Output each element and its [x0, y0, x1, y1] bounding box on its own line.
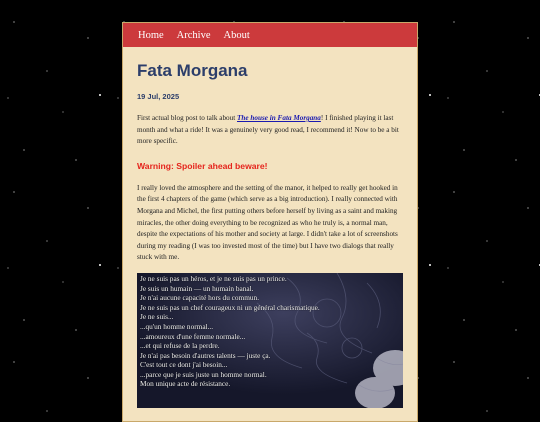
dialog-line: Je ne suis pas un chef courageux ni un général charismatique.	[140, 302, 320, 312]
dialog-line: Je n'ai aucune capacité hors du commun.	[140, 293, 260, 303]
body-paragraph: I really loved the atmosphere and the setting of the manor, it helped to really get hooked in the first 4 chapters of the game (which serve as a big introduction). I really connected with Morgana and Michel, the first putting others before herself by living as a saint and making miracles, the other doing everything to be recognized as who he truly is, a normal man, despite the expectations of his mother and society at large. I didn't take a lot of screenshots during my reading (I was too invested most of the time) but I have two dialogs that really stuck with me.	[137, 183, 398, 262]
dialog-line: ...parce que je suis juste un homme normal.	[140, 369, 267, 379]
intro-paragraph	[137, 113, 403, 148]
nav-about-link[interactable]: About	[223, 29, 250, 41]
dialog-line: Mon unique acte de résistance.	[140, 379, 231, 389]
dialog-line: ...qu'un homme normal...	[140, 321, 214, 331]
nav-archive-link[interactable]: Archive	[176, 29, 211, 41]
dialog-screenshot	[137, 273, 403, 408]
dialog-line: Je suis un humain — un humain banal.	[140, 283, 254, 293]
dialog-line: Je ne suis...	[140, 312, 174, 322]
post-date: 19 Jul, 2025	[137, 92, 180, 101]
dialog-line: ...et qui refuse de la perdre.	[140, 341, 220, 351]
blog-page	[122, 22, 418, 422]
intro-text-before: First actual blog post to talk about	[137, 114, 238, 122]
intro-text-after: ! I finished playing it last month and what a ride! It was a genuinely very good read, I recommend it! Now to be a bit more specific.	[137, 114, 399, 146]
dialog-line: ...amoureux d'une femme normale...	[140, 331, 246, 341]
post-content	[123, 61, 417, 408]
dialog-text	[140, 274, 320, 389]
post-title: Fata Morgana	[137, 61, 248, 80]
dialog-line: C'est tout ce dont j'ai besoin...	[140, 360, 228, 370]
spoiler-warning: Warning: Spoiler ahead beware!	[137, 160, 268, 171]
nav-home-link[interactable]: Home	[138, 29, 164, 41]
game-title-link[interactable]: The house in Fata Morgana	[237, 114, 321, 122]
dialog-line: Je n'ai pas besoin d'autres talents — juste ça.	[140, 350, 271, 360]
dialog-line: Je ne suis pas un héros, et je ne suis pas un prince.	[140, 273, 287, 283]
navbar	[123, 23, 417, 47]
